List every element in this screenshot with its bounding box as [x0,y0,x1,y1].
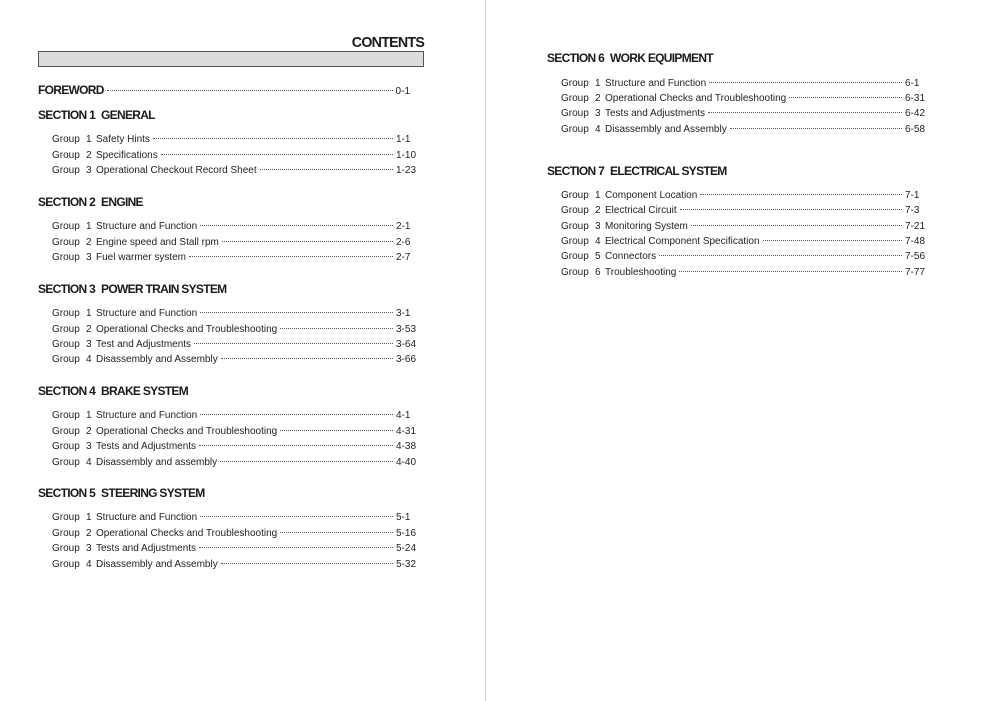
toc-entry[interactable]: Group 3 Operational Checkout Record Sheet 1-23 [52,165,416,176]
title-bar [38,51,424,67]
toc-entry[interactable]: Group 6 Troubleshooting 7-77 [561,267,925,278]
section-2-heading[interactable]: SECTION 2 ENGINE [38,195,143,209]
toc-entry[interactable]: Group 1 Structure and Function 5-1 [52,512,411,523]
leader-dots [107,90,393,91]
toc-entry[interactable]: Group 3 Test and Adjustments 3-64 [52,339,416,350]
foreword-label: FOREWORD [38,83,104,97]
toc-entry[interactable]: Group 3 Tests and Adjustments 4-38 [52,441,416,452]
toc-entry[interactable]: Group 1 Structure and Function 3-1 [52,308,411,319]
toc-entry[interactable]: Group 1 Structure and Function 4-1 [52,410,411,421]
page-title: CONTENTS [351,34,424,51]
toc-entry[interactable]: Group 4 Disassembly and Assembly 3-66 [52,354,416,365]
toc-entry[interactable]: Group 5 Connectors 7-56 [561,251,925,262]
toc-entry[interactable]: Group 2 Operational Checks and Troubleshooting 6-31 [561,93,925,104]
section-6-heading[interactable]: SECTION 6 WORK EQUIPMENT [547,51,713,65]
toc-entry[interactable]: Group 4 Disassembly and Assembly 5-32 [52,559,416,570]
toc-entry[interactable]: Group 4 Disassembly and assembly 4-40 [52,457,416,468]
toc-entry[interactable]: Group 4 Disassembly and Assembly 6-58 [561,124,925,135]
toc-entry[interactable]: Group 4 Electrical Component Specification 7-48 [561,236,925,247]
toc-entry[interactable]: Group 2 Operational Checks and Troubleshooting 4-31 [52,426,416,437]
section-3-heading[interactable]: SECTION 3 POWER TRAIN SYSTEM [38,282,227,296]
section-1-heading[interactable]: SECTION 1 GENERAL [38,108,155,122]
toc-entry[interactable]: Group 1 Safety Hints 1-1 [52,134,411,145]
toc-entry[interactable]: Group 3 Tests and Adjustments 6-42 [561,108,925,119]
toc-entry[interactable]: Group 3 Fuel warmer system 2-7 [52,252,411,263]
toc-entry[interactable]: Group 2 Engine speed and Stall rpm 2-6 [52,237,411,248]
foreword-entry[interactable] [38,83,410,97]
toc-entry[interactable]: Group 2 Operational Checks and Troubleshooting 3-53 [52,324,416,335]
toc-entry[interactable]: Group 1 Structure and Function 6-1 [561,78,920,89]
toc-entry[interactable]: Group 2 Specifications 1-10 [52,150,416,161]
page-divider [485,0,486,701]
section-5-heading[interactable]: SECTION 5 STEERING SYSTEM [38,486,205,500]
toc-entry[interactable]: Group 3 Tests and Adjustments 5-24 [52,543,416,554]
section-4-heading[interactable]: SECTION 4 BRAKE SYSTEM [38,384,188,398]
toc-entry[interactable]: Group 1 Structure and Function 2-1 [52,221,411,232]
toc-entry[interactable]: Group 2 Electrical Circuit 7-3 [561,205,920,216]
toc-entry[interactable]: Group 1 Component Location 7-1 [561,190,920,201]
right-page [547,0,925,701]
toc-entry[interactable]: Group 2 Operational Checks and Troubleshooting 5-16 [52,528,416,539]
foreword-page: 0-1 [395,86,410,97]
left-page [38,0,424,701]
toc-entry[interactable]: Group 3 Monitoring System 7-21 [561,221,925,232]
section-7-heading[interactable]: SECTION 7 ELECTRICAL SYSTEM [547,164,727,178]
